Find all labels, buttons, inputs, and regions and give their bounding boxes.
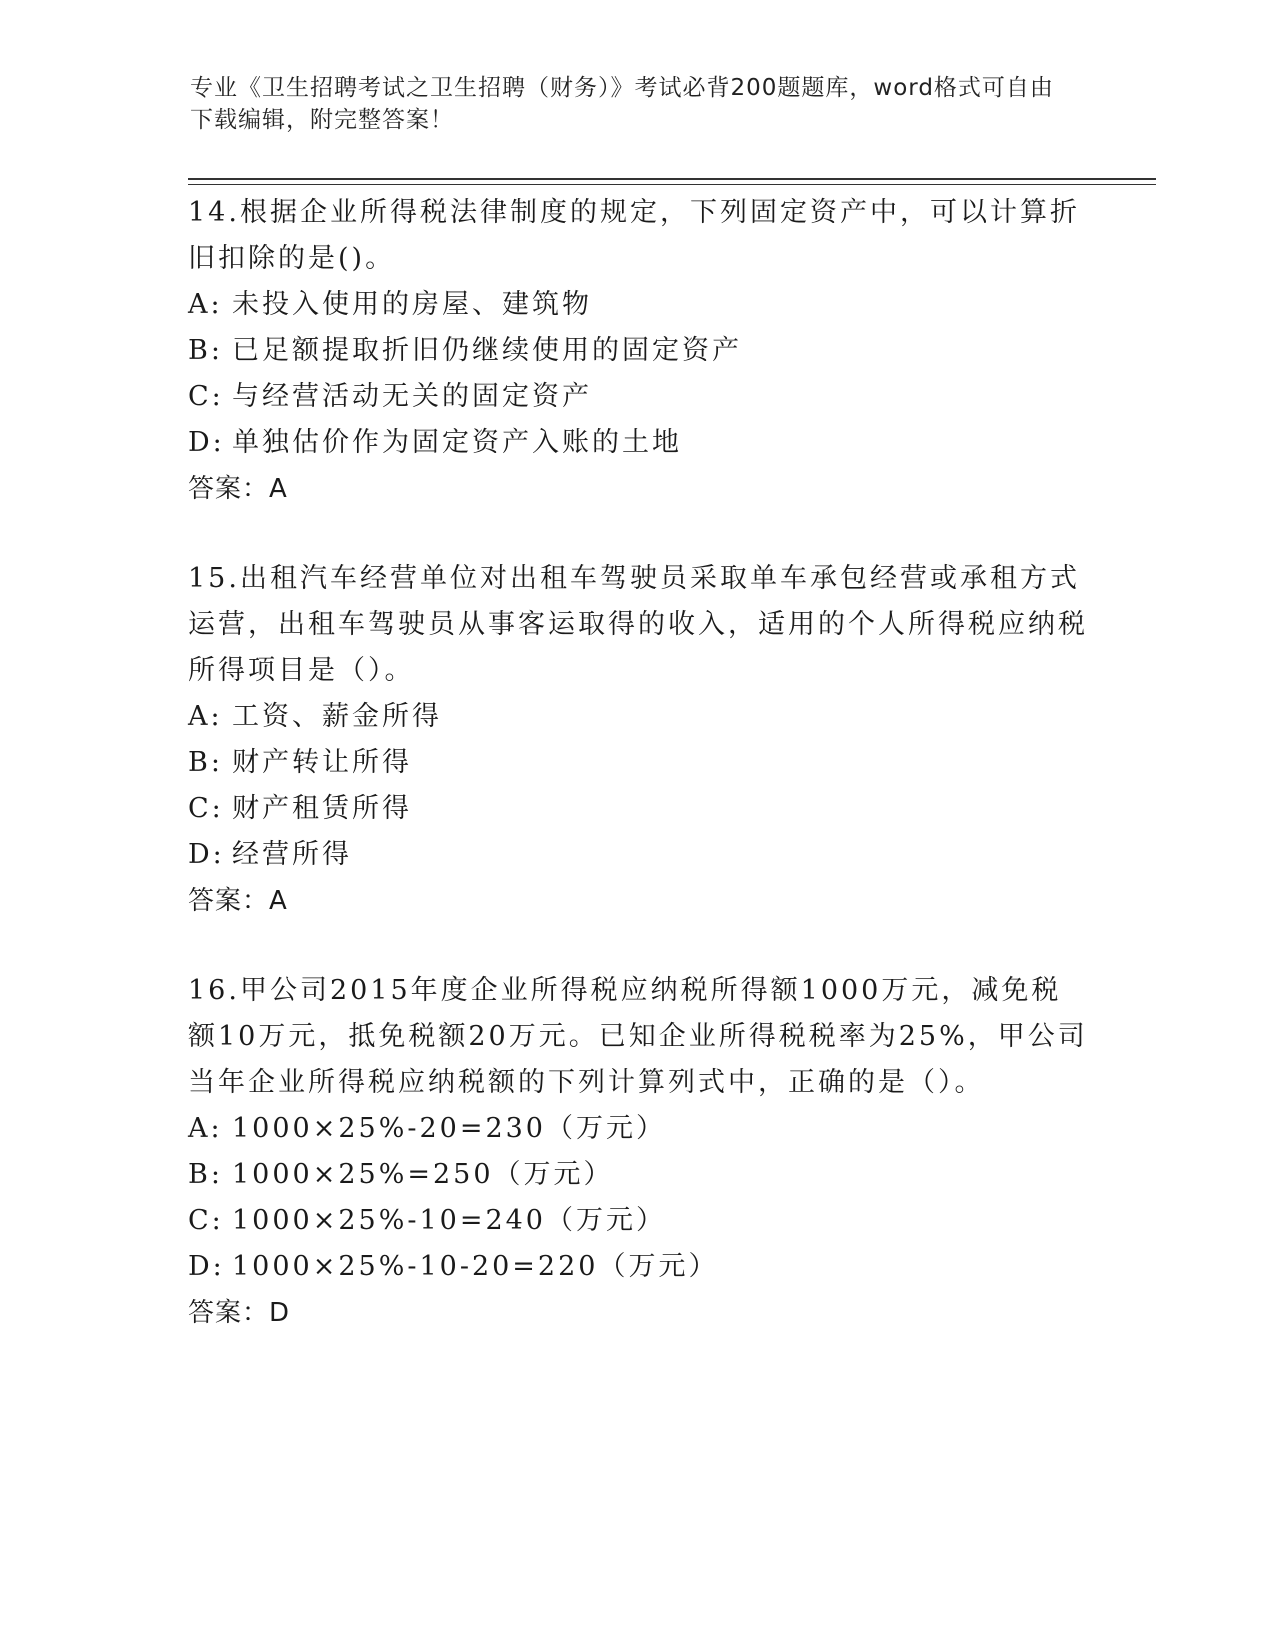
question-16 xyxy=(188,968,1088,1336)
option-text: 财产租赁所得 xyxy=(232,793,412,824)
option-d xyxy=(188,1244,1088,1290)
option-text: 未投入使用的房屋、建筑物 xyxy=(232,289,592,320)
option-a xyxy=(188,282,1088,328)
option-letter: C: xyxy=(188,381,224,412)
option-letter: D: xyxy=(188,427,225,458)
option-c xyxy=(188,786,1088,832)
option-letter: D: xyxy=(188,839,225,870)
header-divider-thin xyxy=(188,184,1156,185)
option-letter: A: xyxy=(188,1113,223,1144)
option-a xyxy=(188,694,1088,740)
option-text: 1000×25%-10=240（万元） xyxy=(232,1205,666,1236)
header-text: 专业《卫生招聘考试之卫生招聘（财务）》考试必背200题题库，word格式可自由下载编辑，附完整答案！ xyxy=(190,75,1054,133)
answer-line: 答案：A xyxy=(188,886,288,916)
option-text: 与经营活动无关的固定资产 xyxy=(232,381,592,412)
option-text: 经营所得 xyxy=(232,839,352,870)
option-letter: D: xyxy=(188,1251,225,1282)
option-text: 财产转让所得 xyxy=(232,747,412,778)
option-d xyxy=(188,832,1088,878)
answer-line: 答案：A xyxy=(188,474,288,504)
option-letter: C: xyxy=(188,1205,224,1236)
question-stem: 15.出租汽车经营单位对出租车驾驶员采取单车承包经营或承租方式运营，出租车驾驶员从事客运取得的收入，适用的个人所得税应纳税所得项目是（）。 xyxy=(188,563,1088,686)
option-text: 1000×25%=250（万元） xyxy=(232,1159,614,1190)
option-letter: B: xyxy=(188,747,223,778)
option-text: 单独估价作为固定资产入账的土地 xyxy=(232,427,682,458)
question-14 xyxy=(188,190,1088,512)
option-text: 1000×25%-20=230（万元） xyxy=(232,1113,666,1144)
option-c xyxy=(188,374,1088,420)
option-letter: A: xyxy=(188,289,223,320)
option-b xyxy=(188,740,1088,786)
option-letter: B: xyxy=(188,335,223,366)
question-stem: 16.甲公司2015年度企业所得税应纳税所得额1000万元，减免税额10万元，抵免税额20万元。已知企业所得税税率为25%，甲公司当年企业所得税应纳税额的下列计算列式中，正确的是（）。 xyxy=(188,975,1088,1098)
option-letter: C: xyxy=(188,793,224,824)
header-divider-thick xyxy=(188,178,1156,180)
option-b xyxy=(188,1152,1088,1198)
option-letter: B: xyxy=(188,1159,223,1190)
option-b xyxy=(188,328,1088,374)
option-c xyxy=(188,1198,1088,1244)
question-stem: 14.根据企业所得税法律制度的规定，下列固定资产中，可以计算折旧扣除的是()。 xyxy=(188,197,1080,274)
option-text: 1000×25%-10-20=220（万元） xyxy=(232,1251,719,1282)
question-list xyxy=(188,190,1088,1380)
option-letter: A: xyxy=(188,701,223,732)
option-d xyxy=(188,420,1088,466)
document-header xyxy=(190,72,1070,136)
option-a xyxy=(188,1106,1088,1152)
option-text: 工资、薪金所得 xyxy=(232,701,442,732)
question-15 xyxy=(188,556,1088,924)
answer-line: 答案：D xyxy=(188,1298,291,1328)
option-text: 已足额提取折旧仍继续使用的固定资产 xyxy=(232,335,742,366)
